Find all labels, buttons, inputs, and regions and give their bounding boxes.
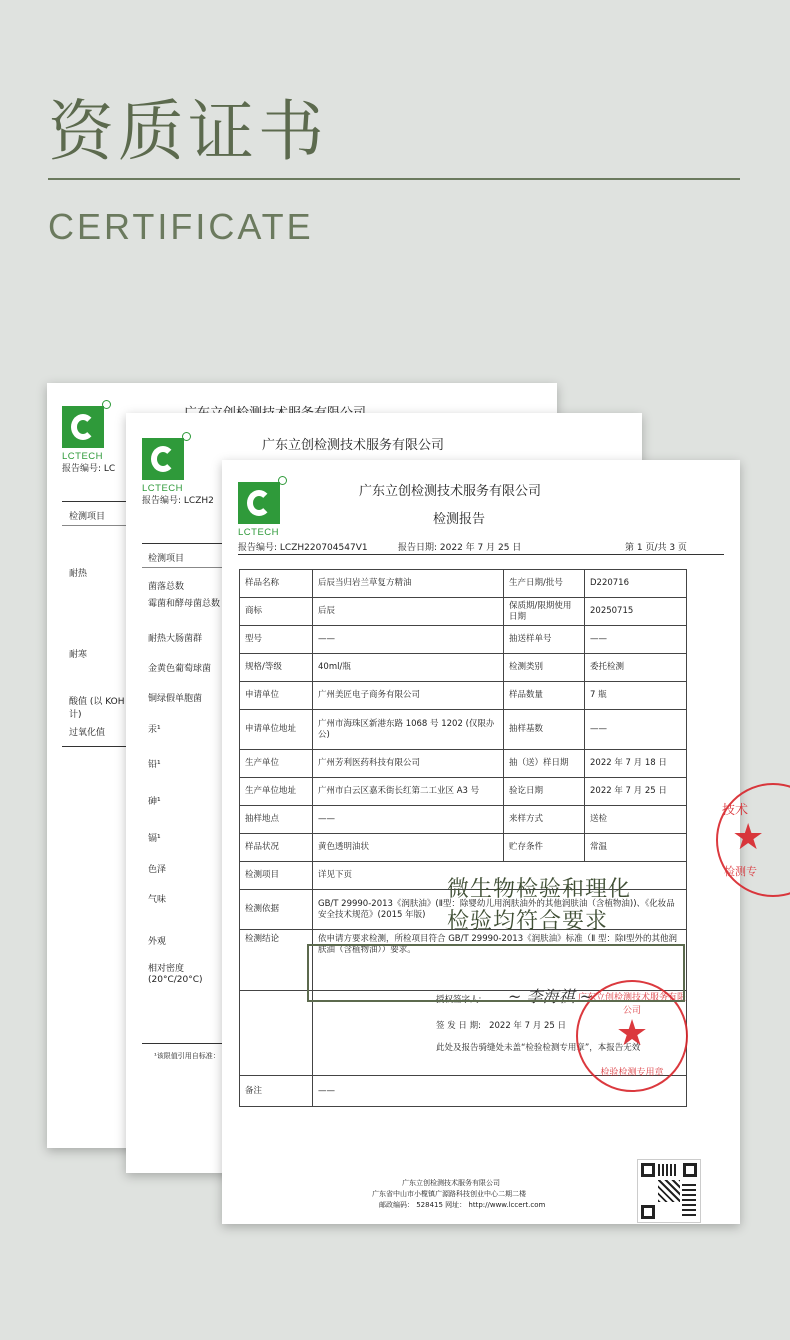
test-item: 耐热大肠菌群 [148,634,203,644]
table-row: 规格/等级 40ml/瓶 检测类别 委托检测 [240,654,687,682]
lctech-logo [142,438,184,494]
test-item: 耐寒 [69,650,88,660]
table-row: 抽样地点 —— 来样方式 送检 [240,806,687,834]
footer-address: 广东省中山市小榄镇广源路科技创业中心二期二楼 [372,1190,526,1198]
lctech-logo-icon [142,438,184,480]
table-row: 型号 —— 抽送样单号 —— [240,626,687,654]
test-item: 外观 [148,937,167,947]
test-item: 砷¹ [148,797,161,807]
test-item: 色泽 [148,865,167,875]
test-item: 气味 [148,895,167,905]
test-item: 铅¹ [148,760,161,770]
column-header: 检测项目 [69,512,106,522]
test-item: 过氧化值 [69,728,106,738]
lctech-logo-icon [238,482,280,524]
page-info: 第 1 页/共 3 页 [625,543,687,553]
star-icon: ★ [732,817,765,859]
table-row: 商标 后辰 保质期/限期使用日期 20250715 [240,598,687,626]
test-item: 铜绿假单胞菌 [148,694,203,704]
conclusion-highlight-box [307,944,685,1002]
company-name: 广东立创检测技术服务有限公司 [262,438,445,453]
partial-stamp: 技术 ★ 检测专 [716,783,790,897]
report-no: 报告编号: LCZH220704547V1 [238,543,368,553]
test-item: 酸值 (以 KOH 计) [69,697,125,720]
divider [238,554,724,555]
table-row: 生产单位地址 广州市白云区嘉禾街长红第二工业区 A3 号 验讫日期 2022 年 7 月 25 日 [240,778,687,806]
lctech-logo [238,482,280,538]
footnote: ¹该限值引用自标准： [154,1052,220,1060]
logo-name: LCTECH [62,451,104,462]
overlay-line-2: 检验均符合要求 [447,909,609,934]
footer-contact: 邮政编码： 528415 网址： http://www.lccert.com [379,1201,546,1209]
table-row: 检测依据 GB/T 29990-2013《润肤油》(Ⅱ型：除婴幼儿用润肤油外的其他润肤油（含植物油))、《化妆品安全技术规范》(2015 年版) [240,890,687,930]
table-row: 申请单位 广州美匠电子商务有限公司 样品数量 7 瓶 [240,682,687,710]
logo-name: LCTECH [238,527,280,538]
test-item: 耐热 [69,569,88,579]
lctech-logo [62,406,104,462]
test-item: 金黄色葡萄球菌 [148,664,212,674]
signature: ~ 李海祺 ~ [508,987,593,1006]
test-item: 菌落总数 [148,582,185,592]
test-item: 汞¹ [148,725,161,735]
page-subtitle: CERTIFICATE [48,206,314,247]
table-row: 检测项目 详见下页 [240,862,687,890]
stamp-note: 此处及报告骑缝处未盖“检验检测专用章”，本报告无效 [436,1043,641,1053]
company-name: 广东立创检测技术服务有限公司 [359,484,542,499]
footer-company: 广东立创检测技术服务有限公司 [402,1179,500,1187]
table-row: 备注 —— [240,1076,687,1107]
official-stamp: 广东立创检测技术服务有限公司 ★ 检验检测专用章 [576,980,688,1092]
page-title: 资质证书 [48,93,328,170]
report-no-label: 报告编号: LC [62,464,116,474]
report-no-label: 报告编号: LCZH2 [142,496,214,506]
title-divider [48,178,740,180]
test-item: 镉¹ [148,834,161,844]
table-row: 检测结论 依申请方要求检测，所检项目符合 GB/T 29990-2013《润肤油》标准（Ⅱ 型：除Ⅰ型外的其他润肤油（含植物油））要求。 [240,930,687,991]
table-row: 生产单位 广州芳利医药科技有限公司 抽（送）样日期 2022 年 7 月 18 日 [240,750,687,778]
lctech-logo-icon [62,406,104,448]
test-item: 霉菌和酵母菌总数 [148,599,221,609]
qr-code [637,1159,701,1223]
star-icon: ★ [615,1013,649,1055]
certificate-page-front [222,460,740,1224]
overlay-line-1: 微生物检验和理化 [447,877,632,902]
report-date: 报告日期: 2022 年 7 月 25 日 [398,543,522,553]
table-row: 样品状况 黄色透明油状 贮存条件 常温 [240,834,687,862]
column-header: 检测项目 [148,554,185,564]
logo-name: LCTECH [142,483,184,494]
table-row: 申请单位地址 广州市海珠区新港东路 1068 号 1202 (仅限办公) 抽样基数 —— [240,710,687,750]
document-title: 检测报告 [433,512,486,527]
test-item: 相对密度(20°C/20°C) [148,964,203,985]
signer-label: 授权签字人: [436,995,482,1005]
sign-date: 签 发 日 期: 2022 年 7 月 25 日 [436,1021,566,1031]
table-row: 样品名称 后辰当归岩兰草复方精油 生产日期/批号 D220716 [240,570,687,598]
